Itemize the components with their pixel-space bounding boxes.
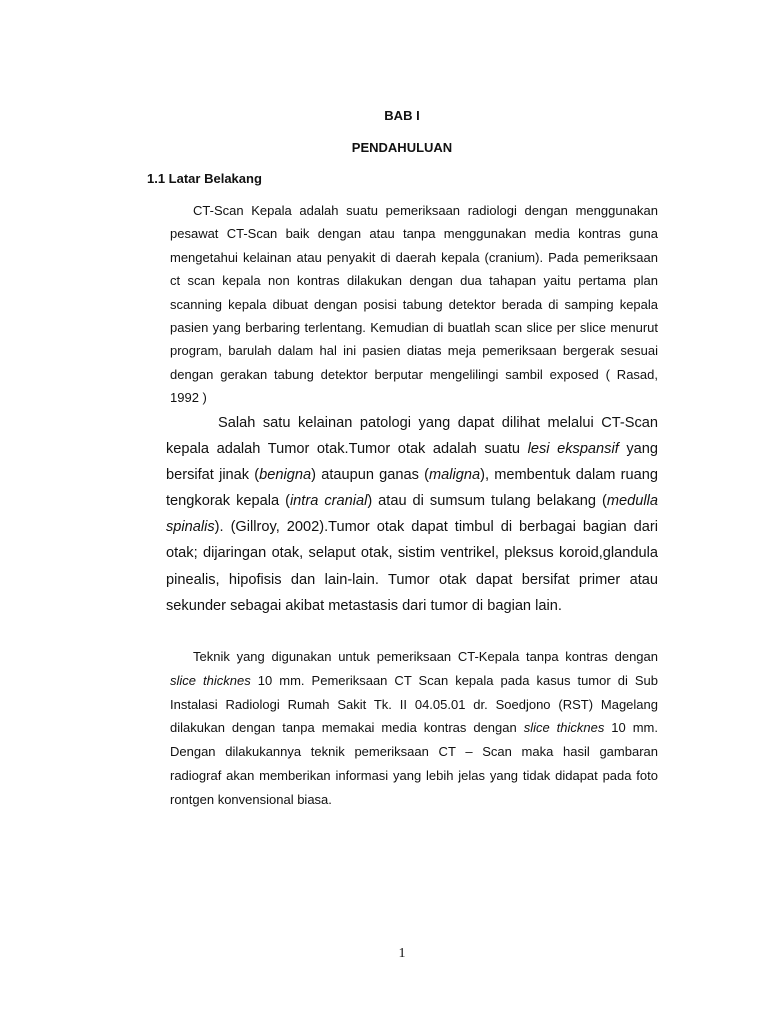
paragraph-text: 10 mm. Pemeriksaan CT Scan kepala pada kasus tumor di Sub Instalasi Radiologi Rumah Sakit Tk. II 04.05.01 dr. Soedjono (RST) Magelang dilakukan dengan tanpa memakai media kontras dengan	[170, 672, 658, 736]
paragraph-text: ) ataupun ganas (	[311, 467, 430, 484]
paragraph-tumor-otak	[166, 410, 658, 619]
italic-term: lesi ekspansif	[527, 441, 619, 458]
section-title: 1.1 Latar Belakang	[147, 171, 262, 186]
page-number: 1	[398, 946, 406, 961]
paragraph-text: Salah satu kelainan patologi yang dapat dilihat melalui CT-Scan kepala adalah Tumor otak.Tumor otak adalah suatu	[166, 415, 658, 458]
italic-term: slice thicknes	[523, 720, 605, 736]
paragraph-text: yang bersifat jinak (	[166, 441, 658, 484]
italic-term: maligna	[429, 467, 481, 484]
paragraph-text: ), membentuk dalam ruang tengkorak kepala (	[166, 467, 659, 510]
italic-term: intra cranial	[289, 493, 368, 510]
paragraph-text: 10 mm. Dengan dilakukannya teknik pemeriksaan CT – Scan maka hasil gambaran radiograf akan memberikan informasi yang lebih jelas yang tidak didapat pada foto rontgen konvensional biasa.	[170, 720, 658, 807]
paragraph-text: ). (Gillroy, 2002).Tumor otak dapat timbul di berbagai bagian dari otak; dijaringan otak, selaput otak, sistim ventrikel, pleksus koroid,glandula pinealis, hipofisis dan lain-lain. Tumor otak dapat bersifat primer atau sekunder sebagai akibat metastasis dari tumor di bagian lain.	[166, 519, 658, 614]
paragraph-text: ) atau di sumsum tulang belakang (	[367, 493, 607, 510]
italic-term: slice thicknes	[170, 672, 251, 688]
paragraph-teknik-pemeriksaan	[170, 645, 658, 812]
italic-term: medulla spinalis	[166, 493, 658, 536]
chapter-number: BAB I	[384, 108, 420, 123]
paragraph-ct-scan-kepala: CT-Scan Kepala adalah suatu pemeriksaan radiologi dengan menggunakan pesawat CT-Scan baik dengan atau tanpa menggunakan media kontras guna mengetahui kelainan atau penyakit di daerah kepala (cranium). Pada pemeriksaan ct scan kepala non kontras dilakukan dengan dua tahapan yaitu pertama plan scanning kepala dibuat dengan posisi tabung detektor berada di samping kepala pasien yang berbaring terlentang. Kemudian di buatlah scan slice per slice menurut program, barulah dalam hal ini pasien diatas meja pemeriksaan bergerak sesuai dengan gerakan tabung detektor berputar mengelilingi sambil exposed ( Rasad, 1992 )	[170, 203, 658, 406]
paragraph-text: Teknik yang digunakan untuk pemeriksaan CT-Kepala tanpa kontras dengan	[193, 649, 658, 664]
chapter-title: PENDAHULUAN	[351, 140, 453, 155]
italic-term: benigna	[259, 467, 312, 484]
